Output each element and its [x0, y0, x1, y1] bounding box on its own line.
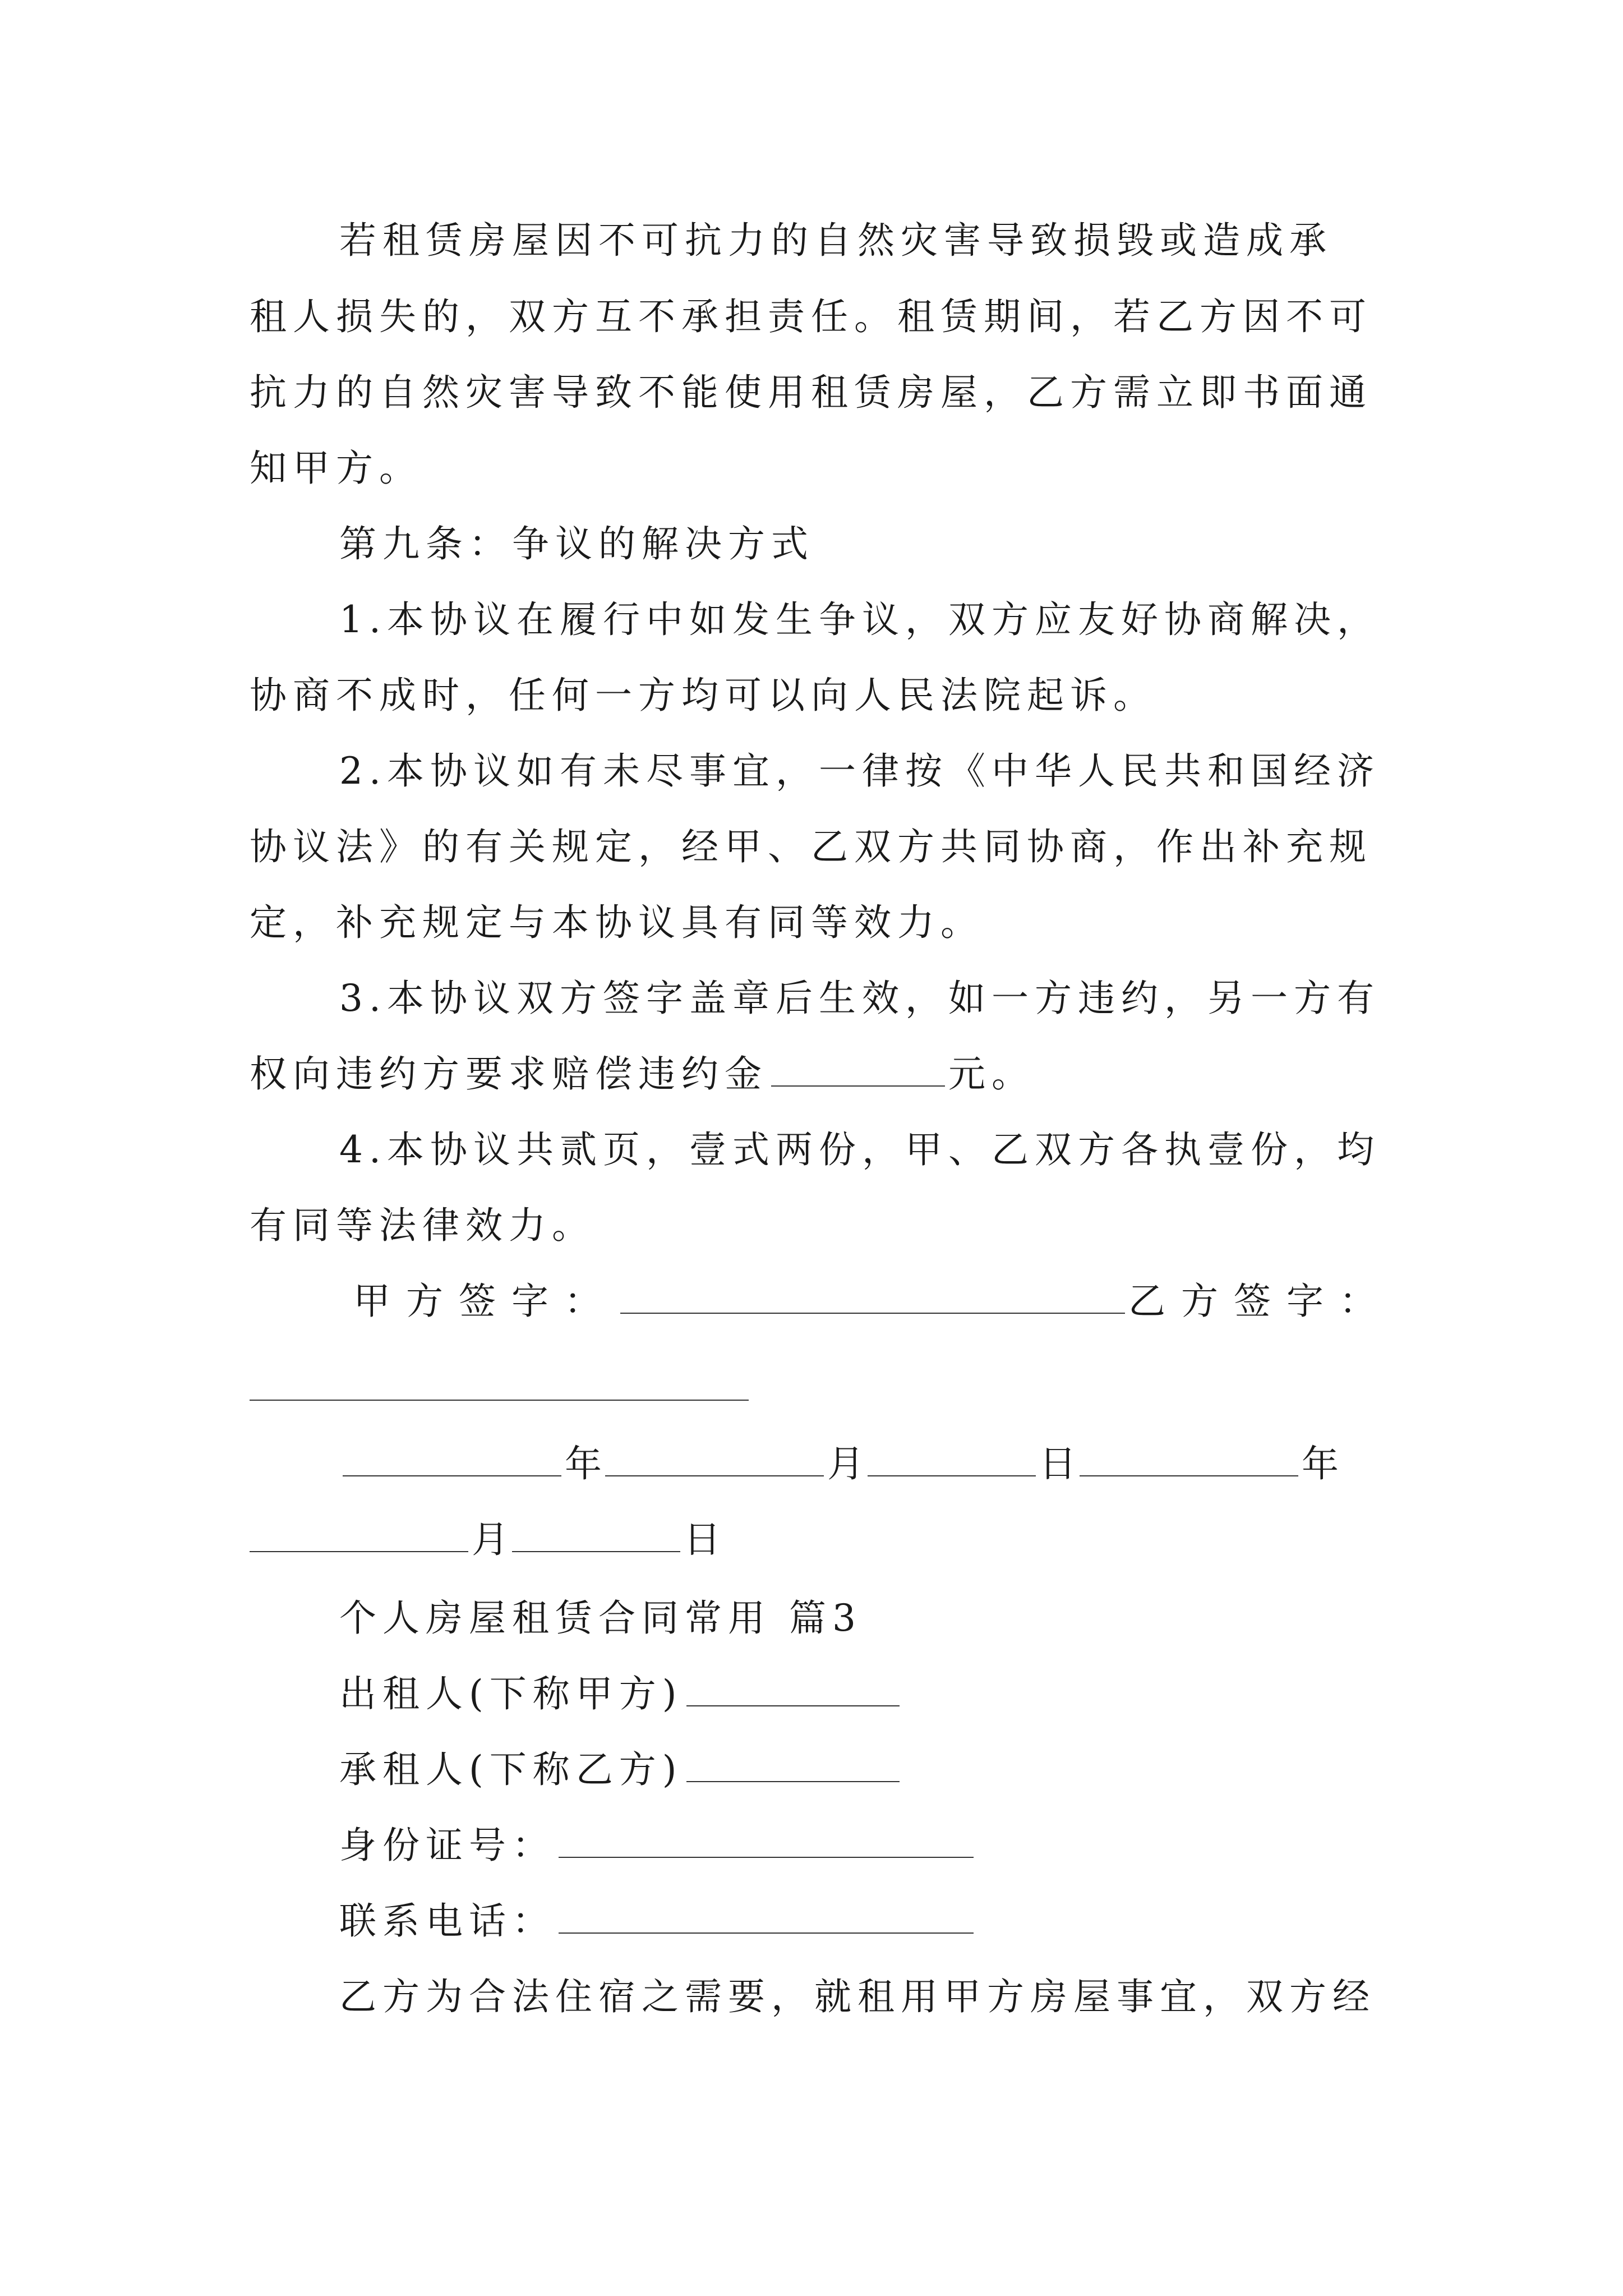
phone-blank	[559, 1899, 974, 1934]
penalty-amount-blank	[771, 1052, 945, 1087]
penalty-text: 权向违约方要求赔偿违约金	[250, 1052, 768, 1096]
lessee-row	[339, 1745, 1472, 1795]
day-label: 日	[1039, 1442, 1076, 1485]
paragraph-line: 协商不成时，任何一方均可以向人民法院起诉。	[250, 674, 1156, 717]
party-a-signature-blank	[620, 1279, 1125, 1314]
party-b-signature-blank	[250, 1400, 749, 1401]
lessor-label: 出租人(下称甲方)	[339, 1672, 683, 1715]
paragraph-line: 知甲方。	[250, 447, 422, 490]
paragraph-line: 若租赁房屋因不可抗力的自然灾害导致损毁或造成承	[339, 219, 1332, 262]
id-row	[339, 1820, 1472, 1871]
party-b-day-blank	[512, 1517, 680, 1552]
lessee-blank	[686, 1747, 900, 1782]
month-label: 月	[472, 1518, 509, 1561]
party-a-year-blank	[343, 1442, 561, 1476]
paragraph-line: 乙方为合法住宿之需要，就租用甲方房屋事宜，双方经	[339, 1975, 1376, 2018]
lessor-blank	[686, 1672, 900, 1706]
date-row	[250, 1515, 1382, 1565]
id-label: 身份证号：	[339, 1824, 555, 1867]
id-blank	[559, 1823, 974, 1858]
party-b-month-blank	[250, 1517, 468, 1552]
paragraph-line: 抗力的自然灾害导致不能使用租赁房屋，乙方需立即书面通	[250, 371, 1372, 414]
phone-row	[339, 1896, 1472, 1947]
signature-row	[353, 1276, 1486, 1327]
penalty-unit-text: 元。	[948, 1052, 1035, 1096]
paragraph-line	[250, 1049, 1382, 1099]
contract-heading: 个人房屋租赁合同常用 篇3	[339, 1596, 862, 1640]
date-row	[339, 1439, 1472, 1489]
section-heading: 第九条：争议的解决方式	[339, 522, 814, 565]
paragraph-line: 定，补充规定与本协议具有同等效力。	[250, 901, 984, 944]
lessee-label: 承租人(下称乙方)	[339, 1748, 683, 1791]
party-a-day-blank	[868, 1442, 1036, 1476]
paragraph-line: 租人损失的，双方互不承担责任。租赁期间，若乙方因不可	[250, 295, 1372, 338]
party-b-year-blank	[1080, 1442, 1298, 1476]
party-a-month-blank	[605, 1442, 824, 1476]
party-b-signature-label: 乙方签字：	[1128, 1280, 1392, 1323]
paragraph-line: 4.本协议共贰页，壹式两份，甲、乙双方各执壹份，均	[339, 1128, 1380, 1171]
lessor-row	[339, 1669, 1472, 1719]
year-label: 年	[565, 1442, 602, 1485]
paragraph-line: 1.本协议在履行中如发生争议，双方应友好协商解决，	[339, 598, 1380, 641]
day-label: 日	[684, 1518, 721, 1561]
month-label: 月	[827, 1442, 864, 1485]
party-a-signature-label: 甲方签字：	[353, 1280, 617, 1323]
year-label: 年	[1302, 1442, 1339, 1485]
paragraph-line: 协议法》的有关规定，经甲、乙双方共同协商，作出补充规	[250, 825, 1372, 868]
paragraph-line: 有同等法律效力。	[250, 1204, 595, 1247]
paragraph-line: 2.本协议如有未尽事宜，一律按《中华人民共和国经济	[339, 749, 1380, 793]
phone-label: 联系电话：	[339, 1899, 555, 1943]
paragraph-line: 3.本协议双方签字盖章后生效，如一方违约，另一方有	[339, 977, 1380, 1020]
